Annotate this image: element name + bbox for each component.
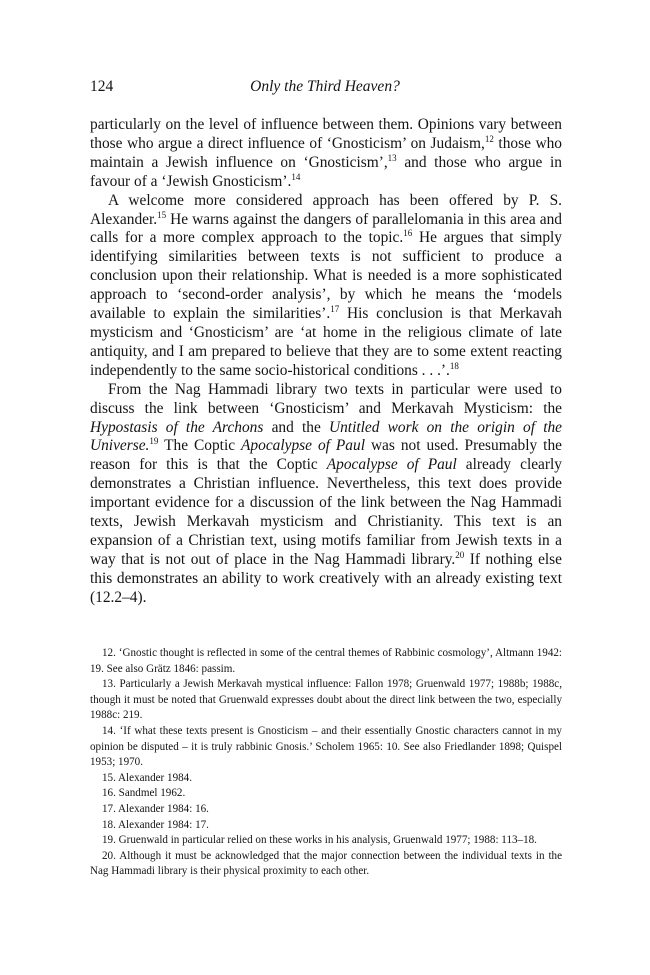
text-run: From the Nag Hammadi library two texts in particular were used to discuss the link between ‘Gnosticism’ and Merkavah Mysticism: the (90, 380, 562, 417)
footnote-text: ‘If what these texts present is Gnosticism – and their essentially Gnostic characters cannot in my opinion be disputed – it is truly rabbinic Gnosis.’ Scholem 1965: 10. See also Friedlander 1898; Quispel 1953; 1970. (90, 724, 562, 769)
text-run: His conclusion is that Merkavah mysticism and ‘Gnosticism’ are ‘at home in the religious climate of late antiquity, and I am prepared to believe that they are to some extent reacting independently to the same socio-historical conditions . . .’. (90, 305, 562, 379)
text-run: was not used. Presumably the reason for this is that the Coptic (90, 437, 562, 474)
footnote-ref-15: 15 (157, 209, 167, 220)
footnote-12 (90, 646, 562, 677)
footnote-16 (90, 786, 562, 802)
footnote-number: 18. (102, 818, 116, 831)
footnote-15 (90, 771, 562, 787)
italic-title: Untitled work on the origin of the Universe. (90, 418, 562, 455)
footnote-ref-12: 12 (484, 133, 494, 144)
footnote-ref-18: 18 (449, 360, 459, 371)
footnote-ref-17: 17 (330, 304, 340, 315)
footnotes (90, 646, 562, 880)
footnote-ref-19: 19 (149, 436, 159, 447)
footnote-text: Alexander 1984. (118, 771, 192, 784)
italic-title: Apocalypse of Paul (326, 456, 457, 474)
footnote-number: 12. (102, 647, 116, 659)
footnote-number: 17. (102, 802, 116, 815)
running-title: Only the Third Heaven? (250, 78, 400, 95)
footnote-number: 19. (102, 834, 116, 847)
footnote-text: ‘Gnostic thought is reflected in some of the central themes of Rabbinic cosmology’, Altmann 1942: 19. See also Grätz 1846: passim. (90, 647, 562, 675)
footnote-ref-14: 14 (291, 171, 301, 182)
footnote-text: Particularly a Jewish Merkavah mystical influence: Fallon 1978; Gruenwald 1977; 1988b; 1988c, though it must be noted that Gruenwald expresses doubt about the direct link between the two, especially 1988c: 219. (90, 678, 562, 722)
footnote-number: 16. (102, 787, 116, 800)
text-run: particularly on the level of influence between them. Opinions vary between those who argue a direct influence of ‘Gnosticism’ on Judaism, (90, 116, 562, 152)
main-text (90, 116, 562, 608)
italic-title: Apocalypse of Paul (241, 437, 365, 455)
text-run: If nothing else this demonstrates an ability to work creatively with an already existing text (12.2–4). (90, 550, 563, 606)
footnote-text: Alexander 1984: 17. (118, 818, 209, 831)
page-number: 124 (90, 78, 114, 95)
paragraph-2 (90, 192, 562, 381)
footnote-17 (90, 802, 562, 818)
footnote-ref-16: 16 (403, 228, 413, 239)
footnote-number: 13. (102, 678, 116, 691)
italic-title: Hypostasis of the Archons (90, 418, 264, 436)
text-run: He argues that simply identifying similarities between texts is not sufficient to produce a conclusion upon their relationship. What is needed is a more sophisticated approach to ‘second-order analysis’, by which he means the ‘models available to explain the similarities’. (90, 229, 562, 323)
paragraph-1 (90, 116, 562, 192)
footnote-number: 20. (102, 849, 116, 862)
text-run: The Coptic (158, 437, 242, 455)
footnote-text: Gruenwald in particular relied on these works in his analysis, Gruenwald 1977; 1988: 113–18. (118, 834, 537, 847)
text-run: those who maintain a Jewish influence on ‘Gnosticism’, (90, 134, 562, 171)
text-run: already clearly demonstrates a Christian influence. Nevertheless, this text does provide important evidence for a discussion of the link between the Nag Hammadi texts, Jewish Merkavah mysticism and Christianity. This text is an expansion of a Christian text, using motifs familiar from Jewish texts in a way that is not out of place in the Nag Hammadi library. (90, 456, 562, 568)
text-run: A welcome more considered approach has been offered by P. S. Alexander. (90, 191, 562, 228)
footnote-20 (90, 849, 562, 880)
footnote-text: Alexander 1984: 16. (118, 802, 209, 815)
footnote-ref-20: 20 (455, 549, 465, 560)
text-run: and those who argue in favour of a ‘Jewish Gnosticism’. (90, 153, 562, 190)
running-head (90, 78, 560, 98)
footnote-text: Although it must be acknowledged that the major connection between the individual texts in the Nag Hammadi library is their physical proximity to each other. (90, 849, 562, 878)
footnote-number: 15. (102, 771, 116, 784)
footnote-text: Sandmel 1962. (118, 787, 186, 800)
text-run: and the (263, 418, 329, 436)
footnote-number: 14. (102, 724, 116, 737)
footnote-18 (90, 818, 562, 834)
paragraph-3 (90, 381, 562, 608)
footnote-19 (90, 833, 562, 849)
text-run: He warns against the dangers of parallelomania in this area and calls for a more complex approach to the topic. (90, 210, 562, 247)
footnote-ref-13: 13 (387, 152, 397, 163)
footnote-14 (90, 724, 562, 771)
footnote-13 (90, 677, 562, 724)
